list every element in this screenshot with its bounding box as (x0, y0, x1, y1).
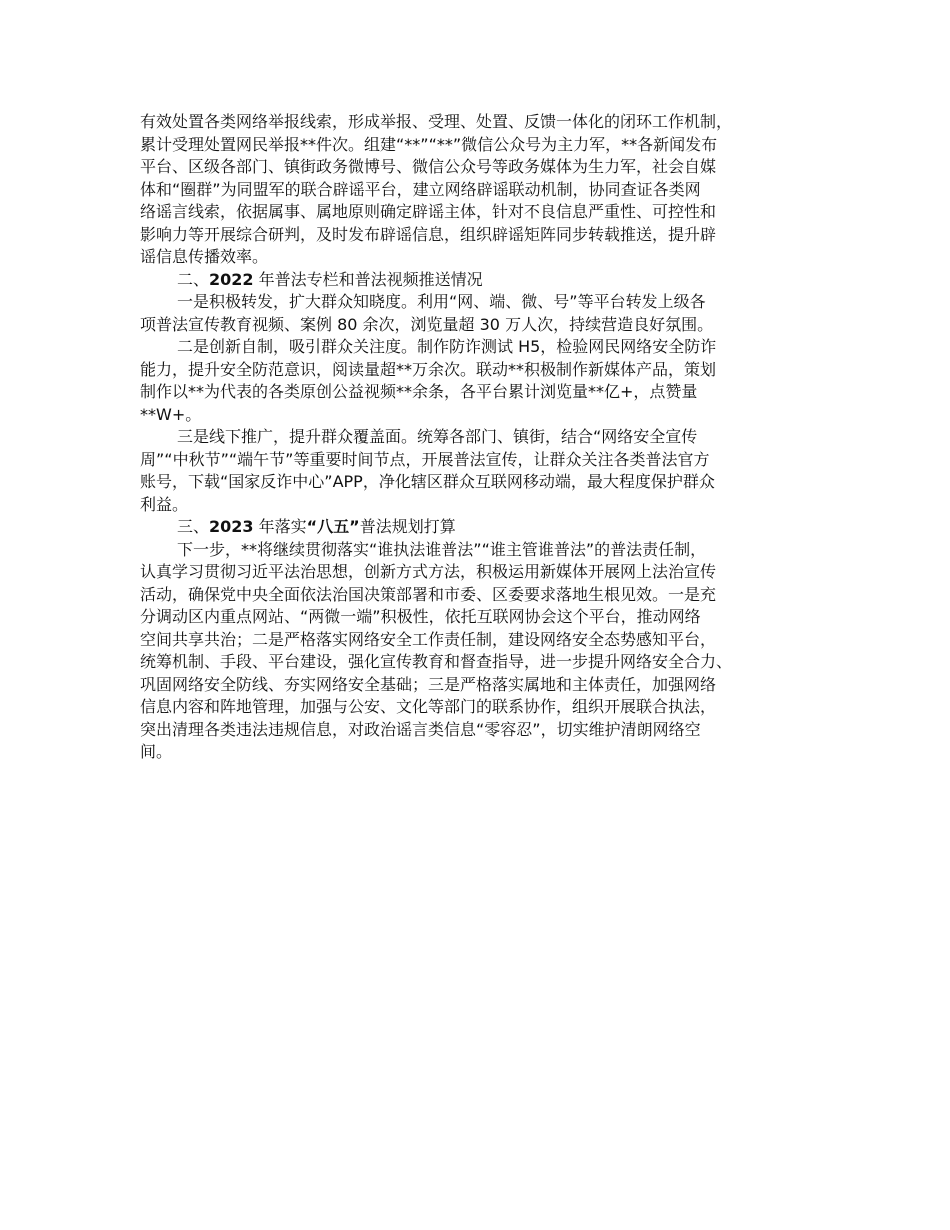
heading-prefix: 二、 (177, 269, 210, 289)
text-line: 间。 (140, 742, 173, 761)
text-line: 分调动区内重点网站、“两微一端”积极性，依托互联网协会这个平台，推动网络 (140, 607, 701, 626)
text-line: 突出清理各类违法违规信息，对政治谣言类信息“零容忍”，切实维护清朗网络空 (140, 719, 701, 739)
text-line: 统筹机制、手段、平台建设，强化宣传教育和督查指导，进一步提升网络安全合力、 (140, 652, 733, 671)
text-line: 络谣言线索，依据属事、属地原则确定辟谣主体，针对不良信息严重性、可控性和 (140, 202, 717, 221)
text-line: 活动，确保党中央全面依法治国决策部署和市委、区委要求落地生根见效。一是充 (140, 584, 717, 604)
text-line: 周”“中秋节”“端午节”等重要时间节点，开展普法宣传，让群众关注各类普法官方 (140, 449, 710, 469)
heading-suffix: 年普法专栏和普法视频推送情况 (253, 269, 483, 289)
text-line: 累计受理处置网民举报**件次。组建“**”“**”微信公众号为主力军，**各新闻发布 (140, 134, 718, 154)
section-heading-2023 (140, 516, 840, 539)
heading-prefix: 三、 (177, 517, 210, 536)
text-line: 项普法宣传教育视频、案例 80 余次，浏览量超 30 万人次，持续营造良好氛围。 (140, 314, 714, 334)
text-line: 平台、区级各部门、镇街政务微博号、微信公众号等政务媒体为生力军，社会自媒 (140, 157, 717, 176)
text-line: 影响力等开展综合研判，及时发布辟谣信息，组织辟谣矩阵同步转载推送，提升辟 (140, 224, 717, 244)
text-line: 一是积极转发，扩大群众知晓度。利用“网、端、微、号”等平台转发上级各 (177, 292, 706, 311)
paragraph-offline-promotion (140, 426, 840, 516)
paragraph-cyber-reporting (140, 111, 840, 269)
paragraph-forwarding (140, 291, 840, 336)
text-line: 制作以**为代表的各类原创公益视频**余条，各平台累计浏览量**亿+，点赞量 (140, 382, 698, 401)
text-line: 三是线下推广，提升群众覆盖面。统筹各部门、镇街，结合“网络安全宣传 (177, 427, 698, 446)
document-body (140, 111, 840, 764)
text-line: 认真学习贯彻习近平法治思想，创新方式方法，积极运用新媒体开展网上法治宣传 (140, 562, 717, 581)
text-line: 巩固网络安全防线、夯实网络安全基础；三是严格落实属地和主体责任，加强网络 (140, 674, 717, 694)
section-heading-2022 (140, 269, 840, 292)
heading-suffix: 普法规划打算 (359, 517, 456, 536)
paragraph-self-production (140, 336, 840, 426)
heading-year: 2023 (209, 517, 254, 536)
text-line: 账号，下载“国家反诈中心”APP，净化辖区群众互联网移动端，最大程度保护群众 (140, 472, 715, 491)
text-line: 信息内容和阵地管理，加强与公安、文化等部门的联系协作，组织开展联合执法， (140, 697, 717, 716)
heading-year: 2022 (209, 269, 254, 289)
text-line: 下一步，**将继续贯彻落实“谁执法谁普法”“谁主管谁普法”的普法责任制， (177, 539, 707, 559)
text-line: 谣信息传播效率。 (140, 247, 269, 266)
heading-middle: 年落实 (253, 517, 307, 536)
text-line: 空间共享共治；二是严格落实网络安全工作责任制，建设网络安全态势感知平台， (140, 629, 717, 649)
text-line: 利益。 (140, 494, 189, 514)
text-line: 能力，提升安全防范意识，阅读量超**万余次。联动**积极制作新媒体产品，策划 (140, 359, 717, 379)
text-line: **W+。 (140, 404, 202, 424)
text-line: 有效处置各类网络举报线索，形成举报、受理、处置、反馈一体化的闭环工作机制， (140, 112, 733, 131)
paragraph-next-steps (140, 539, 840, 764)
heading-plan-name: “八五” (306, 517, 360, 536)
text-line: 体和“圈群”为同盟军的联合辟谣平台，建立网络辟谣联动机制，协同查证各类网 (140, 179, 701, 199)
text-line: 二是创新自制，吸引群众关注度。制作防诈测试 H5，检验网民网络安全防诈 (177, 337, 717, 356)
